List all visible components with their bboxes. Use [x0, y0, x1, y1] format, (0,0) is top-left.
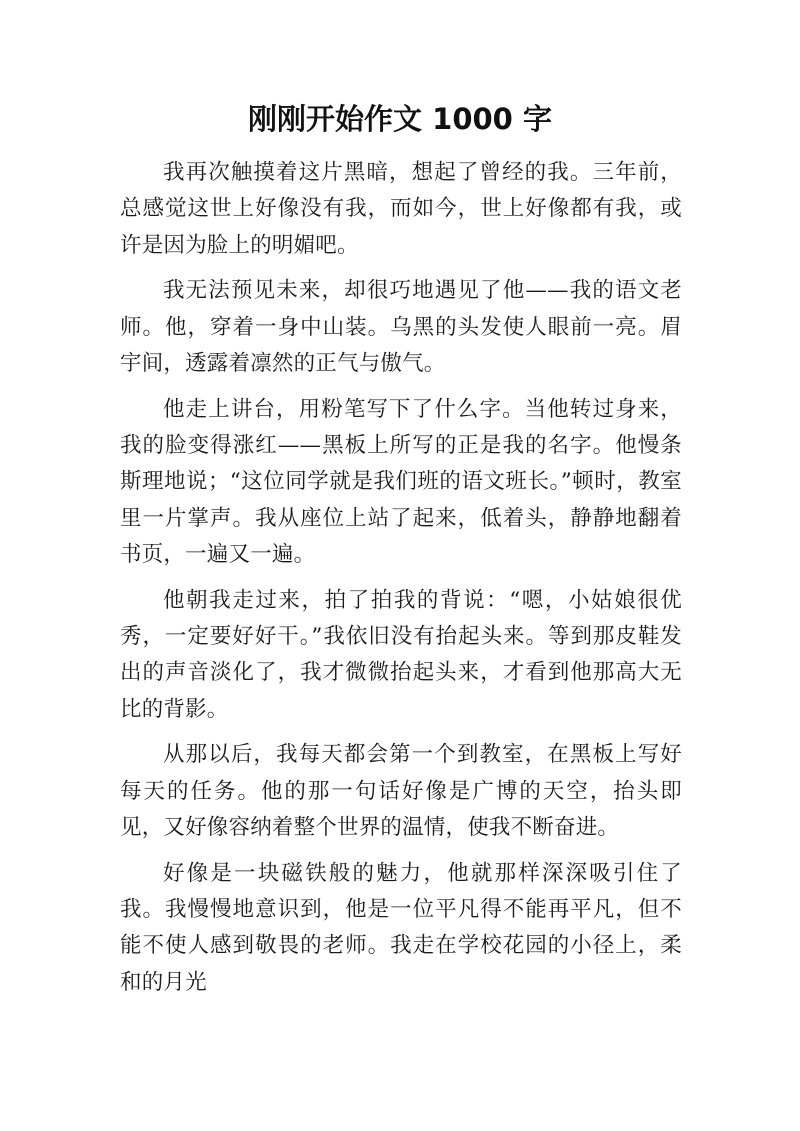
- paragraph-5: 从那以后，我每天都会第一个到教室，在黑板上写好每天的任务。他的那一句话好像是广博的天空，抬头即见，又好像容纳着整个世界的温情，使我不断奋进。: [120, 742, 682, 841]
- paragraph-2: 我无法预见未来，却很巧地遇见了他——我的语文老师。他，穿着一身中山装。乌黑的头发使人眼前一亮。眉宇间，透露着凛然的正气与傲气。: [120, 278, 682, 376]
- paragraph-4: 他朝我走过来，拍了拍我的背说：“嗯，小姑娘很优秀，一定要好好干。”我依旧没有抬起头来。等到那皮鞋发出的声音淡化了，我才微微抬起头来，才看到他那高大无比的背影。: [120, 587, 682, 722]
- paragraph-6: 好像是一块磁铁般的魅力，他就那样深深吸引住了我。我慢慢地意识到，他是一位平凡得不能再平凡，但不能不使人感到敬畏的老师。我走在学校花园的小径上，柔和的月光: [120, 860, 682, 995]
- paragraph-1: 我再次触摸着这片黑暗，想起了曾经的我。三年前，总感觉这世上好像没有我，而如今，世上好像都有我，或许是因为脸上的明媚吧。: [120, 160, 682, 258]
- document-title: 刚刚开始作文 1000 字: [248, 102, 552, 136]
- paragraph-3: 他走上讲台，用粉笔写下了什么字。当他转过身来，我的脸变得涨红——黑板上所写的正是我的名字。他慢条斯理地说；“这位同学就是我们班的语文班长。”顿时，教室里一片掌声。我从座位上站了起来，低着头，静静地翻着书页，一遍又一遍。: [120, 396, 682, 567]
- document-body: [120, 155, 682, 1011]
